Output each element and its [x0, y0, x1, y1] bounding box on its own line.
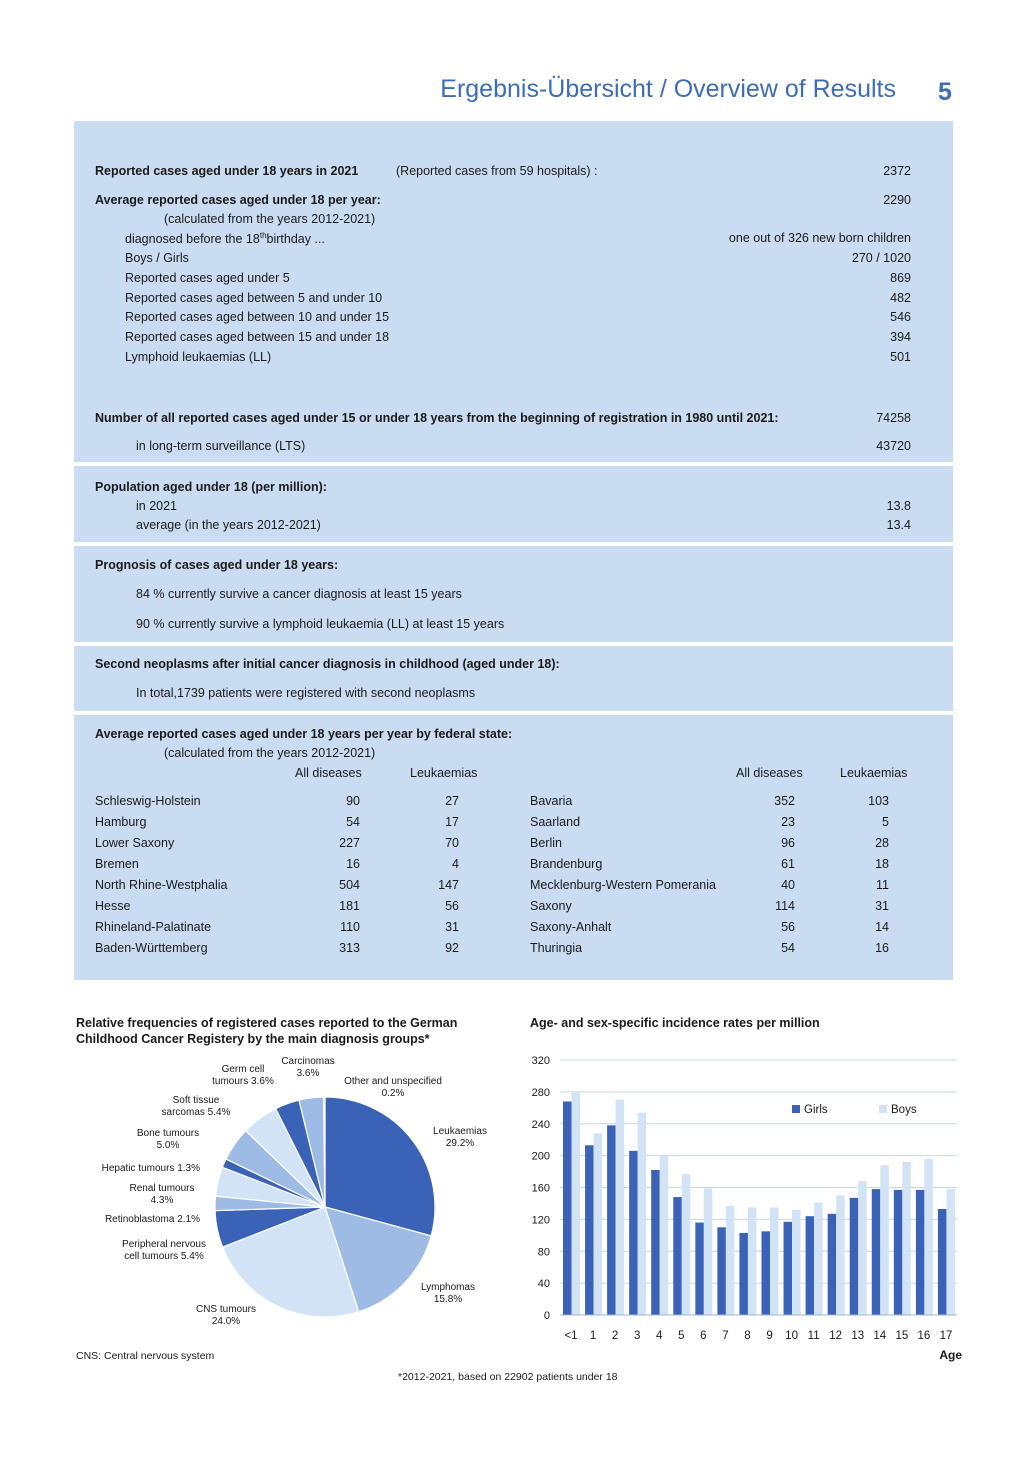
pie-slice-label: Other and unspecified [344, 1076, 442, 1087]
prognosis-title: Prognosis of cases aged under 18 years: [95, 558, 339, 572]
state-all-diseases-value: 96 [781, 836, 795, 850]
pie-slice-value-label: 5.0% [156, 1140, 180, 1151]
col-header-leukaemias: Leukaemias [410, 766, 478, 780]
pie-slice-value-label: 15.8% [433, 1294, 463, 1305]
summary-row-value: 869 [890, 271, 911, 285]
state-leukaemias-value: 14 [875, 920, 889, 934]
col-header-all-diseases: All diseases [736, 766, 803, 780]
total-cases-label: Number of all reported cases aged under 15 or under 18 years from the beginning of registration in 1980 until 2021: [95, 411, 779, 425]
bar-boys [638, 1113, 647, 1315]
x-tick-label: 4 [656, 1330, 663, 1342]
bar-boys [748, 1207, 757, 1315]
bar-girls [762, 1231, 771, 1315]
state-name: Baden-Württemberg [95, 941, 208, 955]
state-all-diseases-value: 40 [781, 878, 795, 892]
bar-boys [682, 1174, 691, 1315]
lts-label: in long-term surveillance (LTS) [136, 439, 306, 453]
bar-boys [880, 1165, 889, 1315]
x-tick-label: 12 [829, 1330, 843, 1342]
pie-slice-value-label: 3.6% [296, 1068, 320, 1079]
x-tick-label: 2 [611, 1330, 619, 1342]
bar-girls [673, 1197, 682, 1315]
state-all-diseases-value: 313 [339, 941, 360, 955]
summary-row-value: 270 / 1020 [851, 251, 911, 265]
diagnosed-label-sup: th [259, 231, 267, 240]
state-leukaemias-value: 70 [445, 836, 459, 850]
bar-girls [894, 1190, 903, 1315]
y-tick-label: 200 [531, 1150, 550, 1163]
x-tick-label: 10 [785, 1330, 798, 1342]
state-leukaemias-value: 147 [438, 878, 459, 892]
bar-boys [924, 1159, 933, 1315]
diagnosed-before-value: one out of 326 new born children [728, 231, 911, 245]
bar-girls [850, 1198, 859, 1315]
state-name: Saarland [530, 815, 581, 829]
state-name: Lower Saxony [95, 836, 175, 850]
bar-boys [594, 1133, 603, 1315]
state-leukaemias-value: 27 [445, 794, 459, 808]
pie-slice-label: Lymphomas [420, 1282, 476, 1293]
state-leukaemias-value: 92 [445, 941, 459, 955]
x-tick-label: 15 [895, 1330, 909, 1342]
states-note: (calculated from the years 2012-2021) [164, 746, 376, 760]
bar-girls [872, 1189, 881, 1315]
reported-cases-value: 2372 [883, 164, 911, 178]
state-name: Bremen [95, 857, 139, 871]
cns-footnote: CNS: Central nervous system [76, 1350, 215, 1362]
state-leukaemias-value: 5 [882, 815, 889, 829]
total-cases-value: 74258 [876, 411, 911, 425]
pie-slice-label: Bone tumours [136, 1128, 200, 1139]
state-name: Schleswig-Holstein [95, 794, 201, 808]
state-name: Hesse [95, 899, 131, 913]
population-row-label: in 2021 [136, 499, 178, 513]
bar-girls [938, 1209, 947, 1315]
state-leukaemias-value: 31 [445, 920, 459, 934]
state-name: Bavaria [530, 794, 573, 808]
state-leukaemias-value: 28 [875, 836, 889, 850]
y-tick-label: 240 [531, 1118, 550, 1131]
state-all-diseases-value: 181 [339, 899, 360, 913]
bar-girls [739, 1233, 748, 1315]
state-leukaemias-value: 56 [445, 899, 459, 913]
state-all-diseases-value: 110 [340, 920, 360, 934]
state-name: Brandenburg [530, 857, 603, 871]
bar-girls [563, 1101, 572, 1315]
lts-value: 43720 [876, 439, 911, 453]
second-neoplasms-line: In total,1739 patients were registered with second neoplasms [136, 686, 476, 700]
state-leukaemias-value: 31 [875, 899, 889, 913]
summary-row-label: Reported cases aged between 15 and under 18 [125, 330, 390, 344]
state-all-diseases-value: 114 [775, 899, 795, 913]
bar-girls [806, 1216, 815, 1315]
bar-boys [704, 1188, 713, 1315]
page-title: Ergebnis-Übersicht / Overview of Results [440, 75, 896, 103]
pie-chart-title-line1: Relative frequencies of registered cases reported to the German [76, 1016, 458, 1030]
summary-row-value: 394 [890, 330, 911, 344]
pie-slice-value-label: 24.0% [211, 1316, 241, 1327]
x-tick-label: 5 [678, 1330, 685, 1342]
pie-slice-label: Hepatic tumours 1.3% [101, 1163, 200, 1174]
y-tick-label: 120 [531, 1214, 550, 1227]
state-all-diseases-value: 227 [339, 836, 360, 850]
x-tick-label: 11 [807, 1330, 820, 1342]
summary-row-label: Lymphoid leukaemias (LL) [125, 350, 272, 364]
col-header-leukaemias: Leukaemias [840, 766, 908, 780]
bar-boys [902, 1162, 911, 1315]
bar-boys [836, 1195, 845, 1315]
state-name: Rhineland-Palatinate [95, 920, 212, 934]
y-tick-label: 0 [543, 1310, 550, 1322]
state-all-diseases-value: 90 [346, 794, 360, 808]
prognosis-panel [74, 546, 953, 642]
pie-slice-value-label: 4.3% [150, 1195, 174, 1206]
state-all-diseases-value: 16 [346, 857, 360, 871]
state-all-diseases-value: 54 [781, 941, 795, 955]
x-tick-label: 3 [633, 1330, 641, 1342]
average-cases-note: (calculated from the years 2012-2021) [164, 212, 376, 226]
x-tick-label: 16 [917, 1330, 931, 1342]
bar-boys [792, 1210, 801, 1315]
bar-boys [572, 1093, 581, 1315]
state-name: Saxony-Anhalt [530, 920, 612, 934]
state-leukaemias-value: 4 [452, 857, 459, 871]
pie-slice-label: Retinoblastoma 2.1% [104, 1214, 200, 1225]
diagnosed-label-part1: diagnosed before the 18 [125, 232, 260, 247]
reported-cases-note: (Reported cases from 59 hospitals) : [396, 164, 598, 178]
population-row-label: average (in the years 2012-2021) [136, 518, 321, 532]
bar-boys [858, 1181, 867, 1315]
population-row-value: 13.4 [886, 518, 911, 532]
x-tick-label: 1 [589, 1330, 597, 1342]
legend-swatch-boys [879, 1105, 887, 1113]
second-neoplasms-panel [74, 646, 953, 711]
summary-row-value: 546 [890, 310, 911, 324]
y-tick-label: 160 [531, 1182, 550, 1195]
bar-girls [629, 1151, 638, 1315]
summary-panel [74, 121, 953, 462]
pie-slice-label: Carcinomas [281, 1056, 335, 1067]
bar-girls [916, 1190, 925, 1315]
diagnosed-label-part2: birthday ... [266, 232, 325, 247]
state-all-diseases-value: 61 [781, 857, 795, 871]
page-number: 5 [938, 78, 952, 106]
summary-row-label: Reported cases aged between 10 and under 15 [125, 310, 390, 324]
state-all-diseases-value: 504 [339, 878, 360, 892]
state-name: Mecklenburg-Western Pomerania [530, 878, 716, 892]
state-leukaemias-value: 16 [875, 941, 889, 955]
x-tick-label: 7 [722, 1330, 729, 1342]
bar-girls [784, 1222, 793, 1315]
prognosis-line: 90 % currently survive a lymphoid leukaemia (LL) at least 15 years [136, 617, 505, 631]
bar-boys [726, 1206, 735, 1315]
state-leukaemias-value: 11 [876, 878, 889, 892]
legend-label-girls: Girls [804, 1104, 828, 1116]
pie-chart-title-line2: Childhood Cancer Registery by the main diagnosis groups* [76, 1032, 430, 1046]
federal-states-panel [74, 715, 953, 980]
population-title: Population aged under 18 (per million): [95, 480, 327, 494]
bar-girls [717, 1227, 726, 1315]
state-leukaemias-value: 17 [445, 815, 459, 829]
prognosis-line: 84 % currently survive a cancer diagnosis at least 15 years [136, 587, 462, 601]
x-axis-label: Age [939, 1348, 962, 1362]
summary-row-value: 482 [890, 291, 911, 305]
diagnosed-before-label [125, 231, 325, 246]
summary-row-label: Reported cases aged under 5 [125, 271, 290, 285]
y-tick-label: 40 [537, 1278, 550, 1291]
population-row-value: 13.8 [886, 499, 911, 513]
bar-chart [520, 1048, 970, 1370]
bar-girls [585, 1145, 594, 1315]
x-tick-label: 8 [744, 1330, 751, 1342]
state-leukaemias-value: 103 [868, 794, 889, 808]
bar-boys [660, 1156, 669, 1315]
x-tick-label: <1 [564, 1330, 578, 1342]
pie-slice-value-label: cell tumours 5.4% [124, 1251, 204, 1262]
state-name: Berlin [530, 836, 562, 850]
average-cases-value: 2290 [883, 193, 911, 207]
bar-girls [695, 1223, 704, 1315]
population-panel [74, 466, 953, 542]
summary-row-label: Reported cases aged between 5 and under 10 [125, 291, 383, 305]
pie-slice-label: Peripheral nervous [122, 1239, 206, 1250]
state-name: Saxony [530, 899, 572, 913]
pie-slice-label: Germ cell [221, 1064, 265, 1075]
average-cases-label: Average reported cases aged under 18 per year: [95, 193, 381, 207]
pie-slice-value-label: tumours 3.6% [212, 1076, 274, 1087]
pie-slice-label: Soft tissue [172, 1095, 220, 1106]
pie-slice-label: Renal tumours [129, 1183, 195, 1194]
pie-chart [60, 1050, 530, 1350]
bar-girls [651, 1170, 660, 1315]
state-all-diseases-value: 54 [346, 815, 360, 829]
x-tick-label: 17 [939, 1330, 953, 1342]
second-neoplasms-title: Second neoplasms after initial cancer diagnosis in childhood (aged under 18): [95, 657, 560, 671]
x-tick-label: 9 [766, 1330, 773, 1342]
y-tick-label: 280 [531, 1086, 550, 1099]
y-tick-label: 320 [531, 1055, 550, 1067]
state-name: North Rhine-Westphalia [95, 878, 228, 892]
pie-slice-label: CNS tumours [195, 1304, 257, 1315]
bar-girls [828, 1214, 837, 1315]
bar-girls [607, 1125, 616, 1315]
legend-label-boys: Boys [891, 1104, 917, 1116]
bar-boys [616, 1100, 625, 1315]
x-tick-label: 6 [700, 1330, 707, 1342]
states-title: Average reported cases aged under 18 years per year by federal state: [95, 727, 513, 741]
summary-row-label: Boys / Girls [125, 251, 189, 265]
pie-slice-label: Leukaemias [433, 1126, 487, 1137]
summary-row-value: 501 [890, 350, 911, 364]
state-all-diseases-value: 23 [781, 815, 795, 829]
state-all-diseases-value: 352 [774, 794, 795, 808]
bar-boys [770, 1207, 779, 1315]
bar-boys [814, 1203, 823, 1315]
y-tick-label: 80 [537, 1246, 550, 1259]
bar-boys [946, 1189, 955, 1315]
pie-slice-value-label: 29.2% [445, 1138, 475, 1149]
pie-slice-value-label: 0.2% [381, 1088, 405, 1099]
state-leukaemias-value: 18 [875, 857, 889, 871]
bar-chart-title: Age- and sex-specific incidence rates per million [530, 1016, 820, 1030]
state-name: Thuringia [530, 941, 583, 955]
state-name: Hamburg [95, 815, 147, 829]
x-tick-label: 14 [873, 1330, 887, 1342]
state-all-diseases-value: 56 [781, 920, 795, 934]
reported-cases-label: Reported cases aged under 18 years in 2021 [95, 164, 359, 178]
x-tick-label: 13 [851, 1330, 865, 1342]
col-header-all-diseases: All diseases [295, 766, 362, 780]
source-footnote: *2012-2021, based on 22902 patients under 18 [398, 1371, 618, 1383]
pie-slice-value-label: sarcomas 5.4% [161, 1107, 231, 1118]
legend-swatch-girls [792, 1105, 800, 1113]
